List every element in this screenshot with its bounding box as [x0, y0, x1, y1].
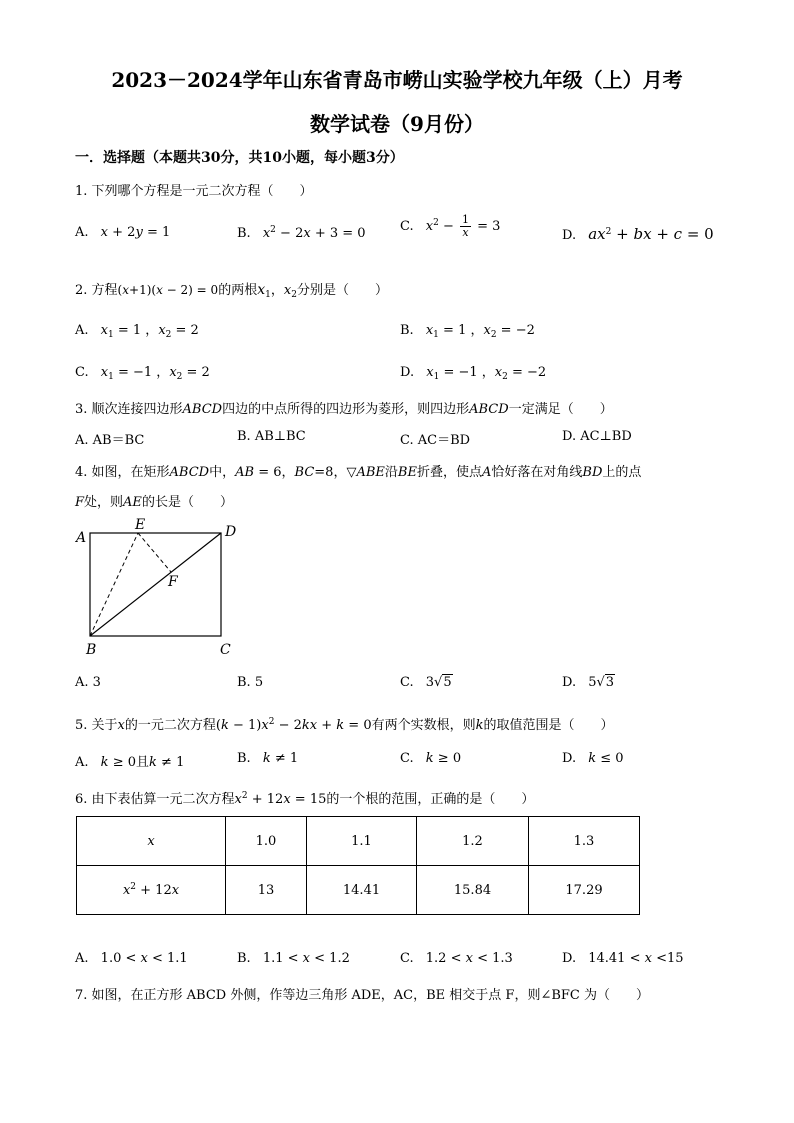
table-row: [77, 817, 640, 866]
q2-stem-prefix: 2. 方程: [75, 283, 118, 298]
q5-stem-a: 5. 关于: [75, 718, 118, 733]
q2-option-d-label: D.: [400, 365, 415, 380]
q4-line1-f: 折叠，使点: [416, 465, 482, 480]
q2-stem-mid: 的两根: [218, 283, 258, 298]
q6-option-b-label: B.: [237, 951, 251, 966]
table-header-x: x: [77, 817, 226, 866]
q2-option-a: A. $x_1 = 1$ ，$x_2 = 2$: [75, 323, 199, 340]
q1-option-b-label: B.: [237, 226, 251, 241]
q6-stem-b: 的一个根的范围，正确的是（ ）: [326, 792, 535, 807]
question-4-line-1: 4. 如图，在矩形ABCD中，AB = 6，BC=8，▽ABE沿BE折叠，使点A恰好落在对角线BD上的点: [75, 465, 642, 480]
q2-option-a-label: A.: [75, 323, 89, 338]
page-subtitle: 数学试卷（9月份）: [310, 112, 484, 136]
q6-value-table: [76, 816, 640, 915]
q1-option-d-label: D.: [562, 228, 577, 243]
q6-option-a-label: A.: [75, 951, 89, 966]
table-cell: 15.84: [417, 866, 529, 915]
q3-option-a: A. AB＝BC: [75, 433, 145, 448]
table-cell: 1.3: [529, 817, 640, 866]
q2-option-b: B. $x_1 = 1$ ，$x_2 = -2$: [400, 323, 535, 340]
q1-option-d: D. $ax^2$ + bx + c = 0: [562, 225, 714, 243]
q4-option-d-label: D.: [562, 675, 577, 690]
label-f: F: [168, 574, 178, 590]
q2-option-c: C. $x_1 = -1$ ，$x_2 = 2$: [75, 365, 210, 382]
q3-option-c: C. AC＝BD: [400, 433, 471, 448]
q5-stem-c: 有两个实数根，则: [371, 718, 476, 733]
q4-option-b: B. 5: [237, 675, 264, 690]
segment-ef: [138, 533, 171, 572]
q5-option-d-label: D.: [562, 751, 577, 766]
question-2-stem: 2. 方程(x+1)(x − 2) = 0的两根$x_1$，$x_2$分别是（ ）: [75, 282, 388, 300]
q6-option-a: A. 1.0 < x < 1.1: [75, 951, 188, 966]
question-1-stem: 1. 下列哪个方程是一元二次方程（ ）: [75, 184, 313, 199]
q1-option-c: C. $x^2$ − $\frac{1}{x}$ = 3: [400, 213, 501, 239]
q2-option-c-label: C.: [75, 365, 89, 380]
q2-stem-suffix: 分别是（ ）: [296, 283, 388, 298]
fold-line-be: [90, 533, 138, 636]
q3-stem-b: 四边的中点所得的四边形为菱形，则四边形: [222, 402, 470, 417]
q5-option-b: B. k ≠ 1: [237, 751, 299, 766]
q1-option-b: B. $x^2 - 2x + 3 = 0$: [237, 225, 366, 241]
q4-option-a: A. 3: [75, 675, 101, 690]
q2-option-b-label: B.: [400, 323, 414, 338]
q6-option-d-label: D.: [562, 951, 577, 966]
q4-option-c: C. 3√5: [400, 675, 452, 690]
q5-option-b-label: B.: [237, 751, 251, 766]
q3-stem-c: 一定满足（ ）: [508, 402, 613, 417]
q5-option-a-join: 且: [136, 755, 150, 770]
q6-stem-a: 6. 由下表估算一元二次方程: [75, 792, 235, 807]
q4-line1-e: 沿: [384, 465, 398, 480]
q6-option-c-label: C.: [400, 951, 414, 966]
q4-line1-b: 中，: [209, 465, 236, 480]
q4-line1-a: 4. 如图，在矩形: [75, 465, 170, 480]
q4-line1-d: ，: [333, 465, 347, 480]
q2-option-d: D. $x_1 = -1$ ，$x_2 = -2$: [400, 365, 547, 382]
q4-line1-g: 恰好落在对角线: [491, 465, 583, 480]
question-4-line-2: F处，则AE的长是（ ）: [75, 495, 233, 510]
q5-option-a: A. k ≥ 0且k ≠ 1: [75, 755, 185, 770]
label-d: D: [225, 524, 237, 540]
q6-option-b: B. 1.1 < x < 1.2: [237, 951, 350, 966]
q3-option-d: D. AC⊥BD: [562, 429, 632, 444]
q6-option-d: D. 14.41 < x <15: [562, 951, 684, 966]
section-header: 一．选择题（本题共30分，共10小题，每小题3分）: [75, 150, 404, 166]
label-b: B: [86, 642, 97, 658]
q5-stem-d: 的取值范围是（ ）: [483, 718, 614, 733]
label-a: A: [76, 530, 87, 546]
q1-option-a-label: A.: [75, 225, 89, 240]
q4-line1-h: 上的点: [602, 465, 642, 480]
question-3-stem: 3. 顺次连接四边形ABCD四边的中点所得的四边形为菱形，则四边形ABCD一定满足（ ）: [75, 402, 613, 417]
label-e: E: [135, 517, 146, 533]
q1-option-c-label: C.: [400, 219, 414, 234]
table-cell: 13: [226, 866, 307, 915]
q5-option-a-label: A.: [75, 755, 89, 770]
table-cell: 1.2: [417, 817, 529, 866]
table-cell: 1.1: [307, 817, 417, 866]
label-c: C: [220, 642, 231, 658]
q4-rectangle-figure: [70, 512, 250, 660]
q5-option-c: C. k ≥ 0: [400, 751, 462, 766]
q6-option-c: C. 1.2 < x < 1.3: [400, 951, 513, 966]
q4-line1-c: ，: [281, 465, 295, 480]
q4-option-d: D. 5√3: [562, 675, 615, 690]
diagonal-bd: [90, 533, 221, 636]
q4-line2-b: 的长是（ ）: [141, 495, 233, 510]
q3-stem-a: 3. 顺次连接四边形: [75, 402, 183, 417]
table-cell: 14.41: [307, 866, 417, 915]
question-7-stem: 7. 如图，在正方形 ABCD 外侧，作等边三角形 ADE，AC，BE 相交于点 F，则∠BFC 为（ ）: [75, 988, 649, 1003]
q5-option-c-label: C.: [400, 751, 414, 766]
q5-stem-b: 的一元二次方程: [124, 718, 216, 733]
question-6-stem: 6. 由下表估算一元二次方程$x^2 + 12x = 15$的一个根的范围，正确的是（ ）: [75, 791, 535, 807]
table-cell: 1.0: [226, 817, 307, 866]
q5-option-d: D. k ≤ 0: [562, 751, 624, 766]
table-cell: 17.29: [529, 866, 640, 915]
table-header-expression: $x^2 + 12x$: [77, 866, 226, 915]
q1-option-a: A. x + 2y = 1: [75, 225, 171, 240]
q4-option-c-label: C.: [400, 675, 414, 690]
page-title: 2023－2024学年山东省青岛市崂山实验学校九年级（上）月考: [111, 68, 683, 92]
q3-option-b: B. AB⊥BC: [237, 429, 306, 444]
table-row: [77, 866, 640, 915]
q4-line2-a: 处，则: [84, 495, 124, 510]
question-5-stem: 5. 关于x的一元二次方程$(k - 1)x^2 - 2kx + k = 0$有两个实数根，则k的取值范围是（ ）: [75, 717, 614, 733]
